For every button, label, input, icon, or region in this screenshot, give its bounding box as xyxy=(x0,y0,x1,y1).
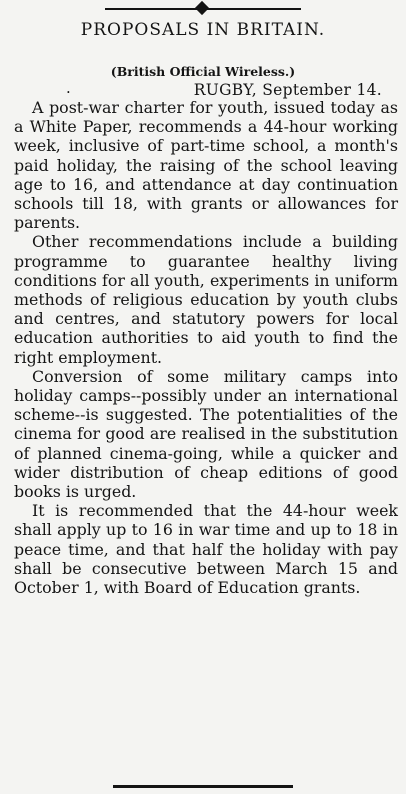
paragraph-1: A post-war charter for youth, issued today as a White Paper, recommends a 44-hour working week, inclusive of part-time school, a month's paid holiday, the raising of the school leaving age to 16, and attendance at day continuation schools till 18, with grants or allowances for parents. xyxy=(14,98,398,233)
paragraph-2: Other recommendations include a building programme to guarantee healthy living conditions for all youth, experiments in uniform methods of religious education by youth clubs and centres, and statutory powers for local education authorities to aid youth to find the right employment. xyxy=(14,232,398,367)
dateline-dot: · xyxy=(66,83,71,101)
wire-credit: (British Official Wireless.) xyxy=(110,64,296,79)
top-ornament-diamond xyxy=(195,1,209,15)
bottom-rule xyxy=(113,785,293,788)
paragraph-4: It is recommended that the 44-hour week shall apply up to 16 in war time and up to 18 in peace time, and that half the holiday with pay shall be consecutive between March 15 and October 1, with Board of Education grants. xyxy=(14,501,398,598)
paragraph-3: Conversion of some military camps into holiday camps--possibly under an international scheme--is suggested. The potentialities of the cinema for good are realised in the substitution of planned cinema-going, while a quicker and wider distribution of cheap editions of good books is urged. xyxy=(14,366,398,502)
article-body xyxy=(14,98,398,597)
headline: PROPOSALS IN BRITAIN. xyxy=(80,20,326,40)
dateline: RUGBY, September 14. xyxy=(193,81,382,99)
